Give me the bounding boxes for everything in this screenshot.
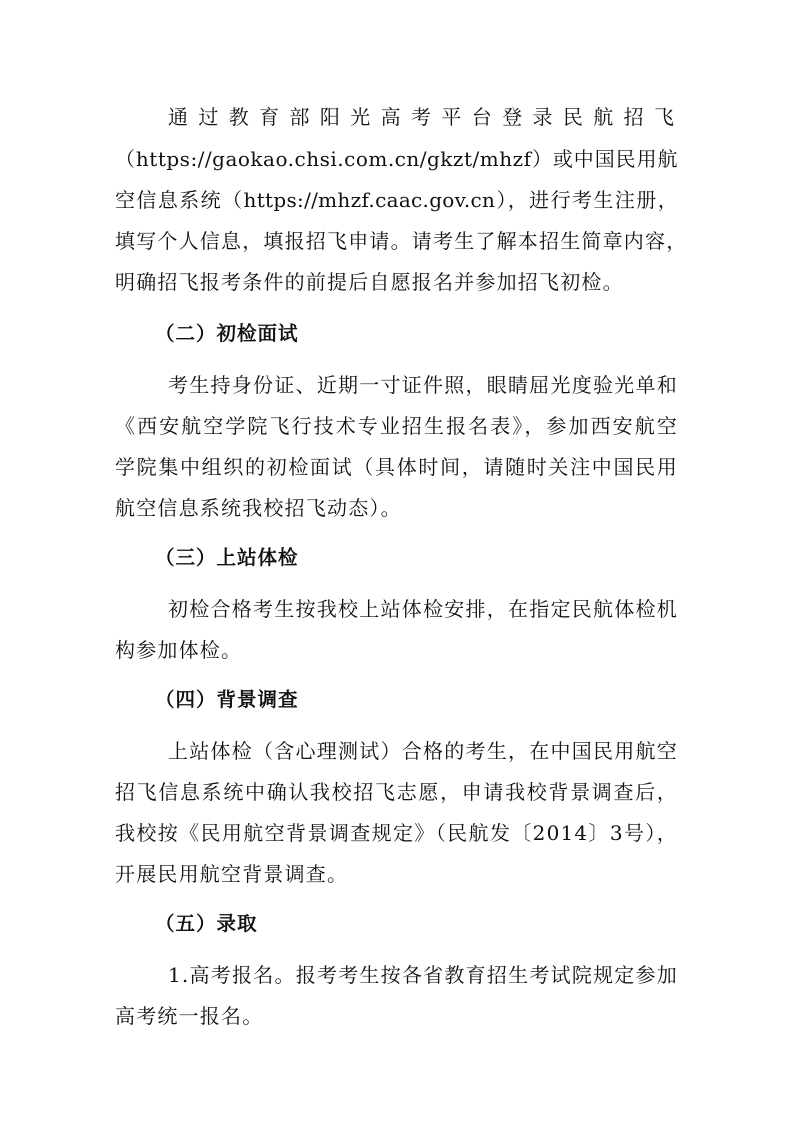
paragraph-text: 考生持身份证、近期一寸证件照，眼睛屈光度验光单和 [168,373,678,397]
paragraph-text: 上站体检（含心理测试）合格的考生，在中国民用航空 [168,739,678,763]
paragraph-text: 开展民用航空背景调查。 [115,862,349,886]
paragraph-text: 明确招飞报考条件的前提后自愿报名并参加招飞初检。 [115,270,624,294]
paragraph-text: 招飞信息系统中确认我校招飞志愿，申请我校背景调查后， [115,780,678,804]
paragraph-text: 《西安航空学院飞行技术专业招生报名表》，参加西安航空 [115,414,678,438]
paragraph-text: 学院集中组织的初检面试（具体时间，请随时关注中国民用 [115,455,678,479]
section-heading: （五）录取 [155,912,258,935]
paragraph-text: 构参加体检。 [115,638,243,662]
paragraph-text: 航空信息系统我校招飞动态）。 [115,496,402,520]
section-heading: （三）上站体检 [155,546,299,569]
paragraph-text: 1.高考报名。报考考生按各省教育招生考试院规定参加 [168,963,678,987]
paragraph-text: 通过教育部阳光高考平台登录民航招飞 [168,105,678,129]
paragraph-text: 我校按《民用航空背景调查规定》（民航发〔2014〕3号）， [115,821,678,845]
paragraph-text: 高考统一报名。 [115,1004,264,1028]
paragraph-text: 初检合格考生按我校上站体检安排，在指定民航体检机 [168,597,678,621]
section-heading: （四）背景调查 [155,688,299,711]
section-heading: （二）初检面试 [155,322,299,345]
paragraph-text: （https://gaokao.chsi.com.cn/gkzt/mhzf）或中国民用航 [115,147,678,171]
paragraph-text: 空信息系统（https://mhzf.caac.gov.cn），进行考生注册， [115,188,678,212]
paragraph-text: 填写个人信息，填报招飞申请。请考生了解本招生简章内容， [115,229,688,253]
